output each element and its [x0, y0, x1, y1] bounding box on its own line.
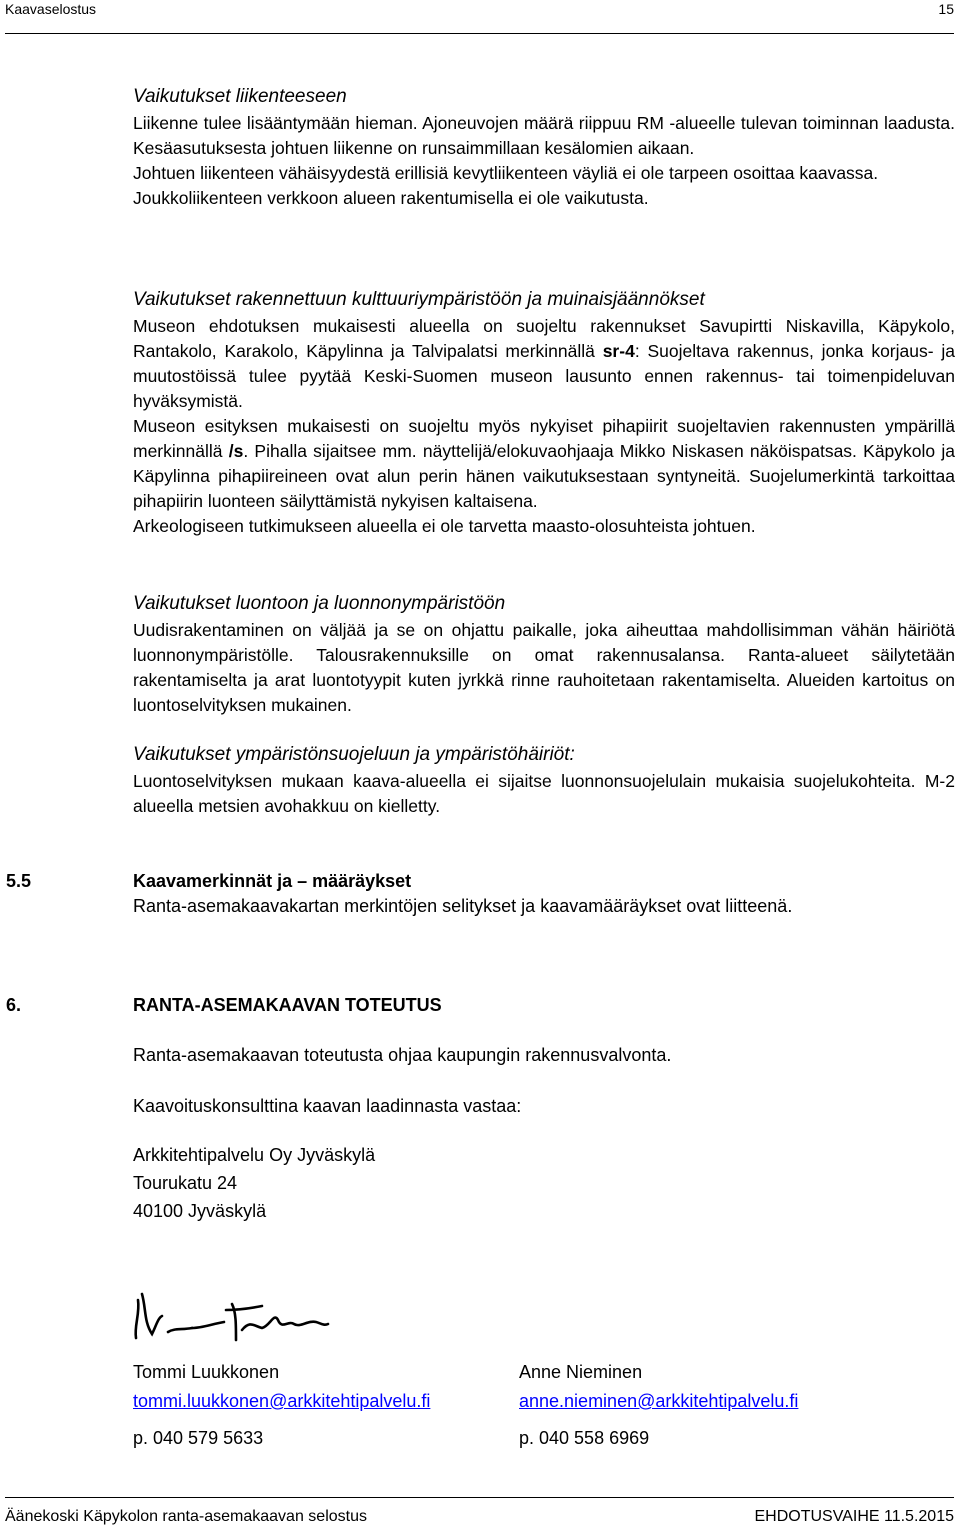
culture-paragraph: Arkeologiseen tutkimukseen alueella ei ole tarvetta maasto-olosuhteista johtuen. — [133, 516, 756, 536]
section-number: 6. — [6, 995, 22, 1015]
s-marking: /s — [228, 441, 244, 461]
section-title: Kaavamerkinnät ja – määräykset — [133, 871, 412, 891]
postal-address: 40100 Jyväskylä — [133, 1201, 267, 1221]
signer-email-link[interactable]: tommi.luukkonen@arkkitehtipalvelu.fi — [133, 1391, 431, 1411]
street-address: Tourukatu 24 — [133, 1173, 238, 1193]
culture-heading: Vaikutukset rakennettuun kulttuuriympäristöön ja muinaisjäännökset — [133, 289, 705, 310]
traffic-paragraph: Johtuen liikenteen vähäisyydestä erillisiä kevytliikenteen väyliä ei ole tarpeen osoittaa kaavassa. — [133, 163, 879, 183]
signer-name: Tommi Luukkonen — [133, 1362, 280, 1382]
company-name: Arkkitehtipalvelu Oy Jyväskylä — [133, 1145, 376, 1165]
footer-stage-date: EHDOTUSVAIHE 11.5.2015 — [754, 1508, 954, 1525]
signer-phone: p. 040 579 5633 — [133, 1428, 264, 1448]
signer-email-link[interactable]: anne.nieminen@arkkitehtipalvelu.fi — [519, 1391, 799, 1411]
nature-paragraph: Uudisrakentaminen on väljää ja se on ohjattu paikalle, joka aiheuttaa mahdollisimman vähän häiriötä luonnonympäristölle. Talousrakennuksille on omat rakennusalansa. Ranta-alueet säilytetään rakentamiselta ja arat luontotyypit kuten jyrkkä rinne rauhoitetaan rakentamiselta. Alueiden kartoitus on luontoselvityksen mukainen. — [133, 620, 955, 715]
nature-section — [133, 591, 955, 718]
document-title: Kaavaselostus — [5, 1, 97, 17]
traffic-paragraph: Liikenne tulee lisääntymään hieman. Ajoneuvojen määrä riippuu RM -alueelle tulevan toiminnan laadusta. Kesäasutuksesta johtuen liikenne on runsaimmillaan kesälomien aikaan. — [133, 113, 955, 158]
traffic-section — [133, 84, 955, 211]
section-title: RANTA-ASEMAKAAVAN TOTEUTUS — [133, 995, 442, 1015]
implementation-text: Ranta-asemakaavan toteutusta ohjaa kaupungin rakennusvalvonta. — [133, 1045, 672, 1065]
culture-paragraph: Museon esityksen mukaisesti on suojeltu myös nykyiset pihapiirit suojeltavien rakennusten ympärillä merkinnällä /s. Pihalla sijaitsee mm. näyttelijä/elokuvaohjaaja Mikko Niskasen näköispatsas. Käpykolo ja Käpylinna pihapiireineen ovat alun perin hänen vaikutuksestaan syntyneitä. Suojelumerkintä tarkoittaa pihapiirin luonteen säilyttämistä nykyisen kaltaisena. — [133, 416, 955, 511]
section-text: Ranta-asemakaavakartan merkintöjen selitykset ja kaavamääräykset ovat liitteenä. — [133, 896, 793, 916]
signer-name: Anne Nieminen — [519, 1362, 643, 1382]
signature-image — [132, 1290, 332, 1350]
footer-document-name: Äänekoski Käpykolon ranta-asemakaavan selostus — [5, 1508, 367, 1525]
environment-paragraph: Luontoselvityksen mukaan kaava-alueella ei sijaitse luonnonsuojelulain mukaisia suojelukohteita. M-2 alueella metsien avohakkuu on kielletty. — [133, 771, 955, 816]
culture-paragraph: Museon ehdotuksen mukaisesti alueella on suojeltu rakennukset Savupirtti Niskavilla, Käpykolo, Rantakolo, Karakolo, Käpylinna ja Talvipalatsi merkinnällä sr-4: Suojeltava rakennus, jonka korjaus- ja muutostöissä tulee pyytää Keski-Suomen museon lausunto ennen rakennus- tai toimenpideluvan hyväksymistä. — [133, 316, 955, 411]
nature-heading: Vaikutukset luontoon ja luonnonympäristöön — [133, 593, 506, 614]
sr4-marking: sr-4 — [602, 341, 635, 361]
page-header — [5, 0, 954, 34]
signer-phone: p. 040 558 6969 — [519, 1428, 650, 1448]
section-number: 5.5 — [6, 871, 32, 891]
traffic-heading: Vaikutukset liikenteeseen — [133, 86, 347, 107]
page-footer — [5, 1497, 954, 1528]
environment-heading: Vaikutukset ympäristönsuojeluun ja ympäristöhäiriöt: — [133, 744, 575, 765]
page-number: 15 — [938, 1, 954, 17]
traffic-paragraph: Joukkoliikenteen verkkoon alueen rakentumisella ei ole vaikutusta. — [133, 188, 649, 208]
environment-section — [133, 742, 955, 819]
consultant-text: Kaavoituskonsulttina kaavan laadinnasta vastaa: — [133, 1096, 522, 1116]
culture-section — [133, 287, 955, 539]
